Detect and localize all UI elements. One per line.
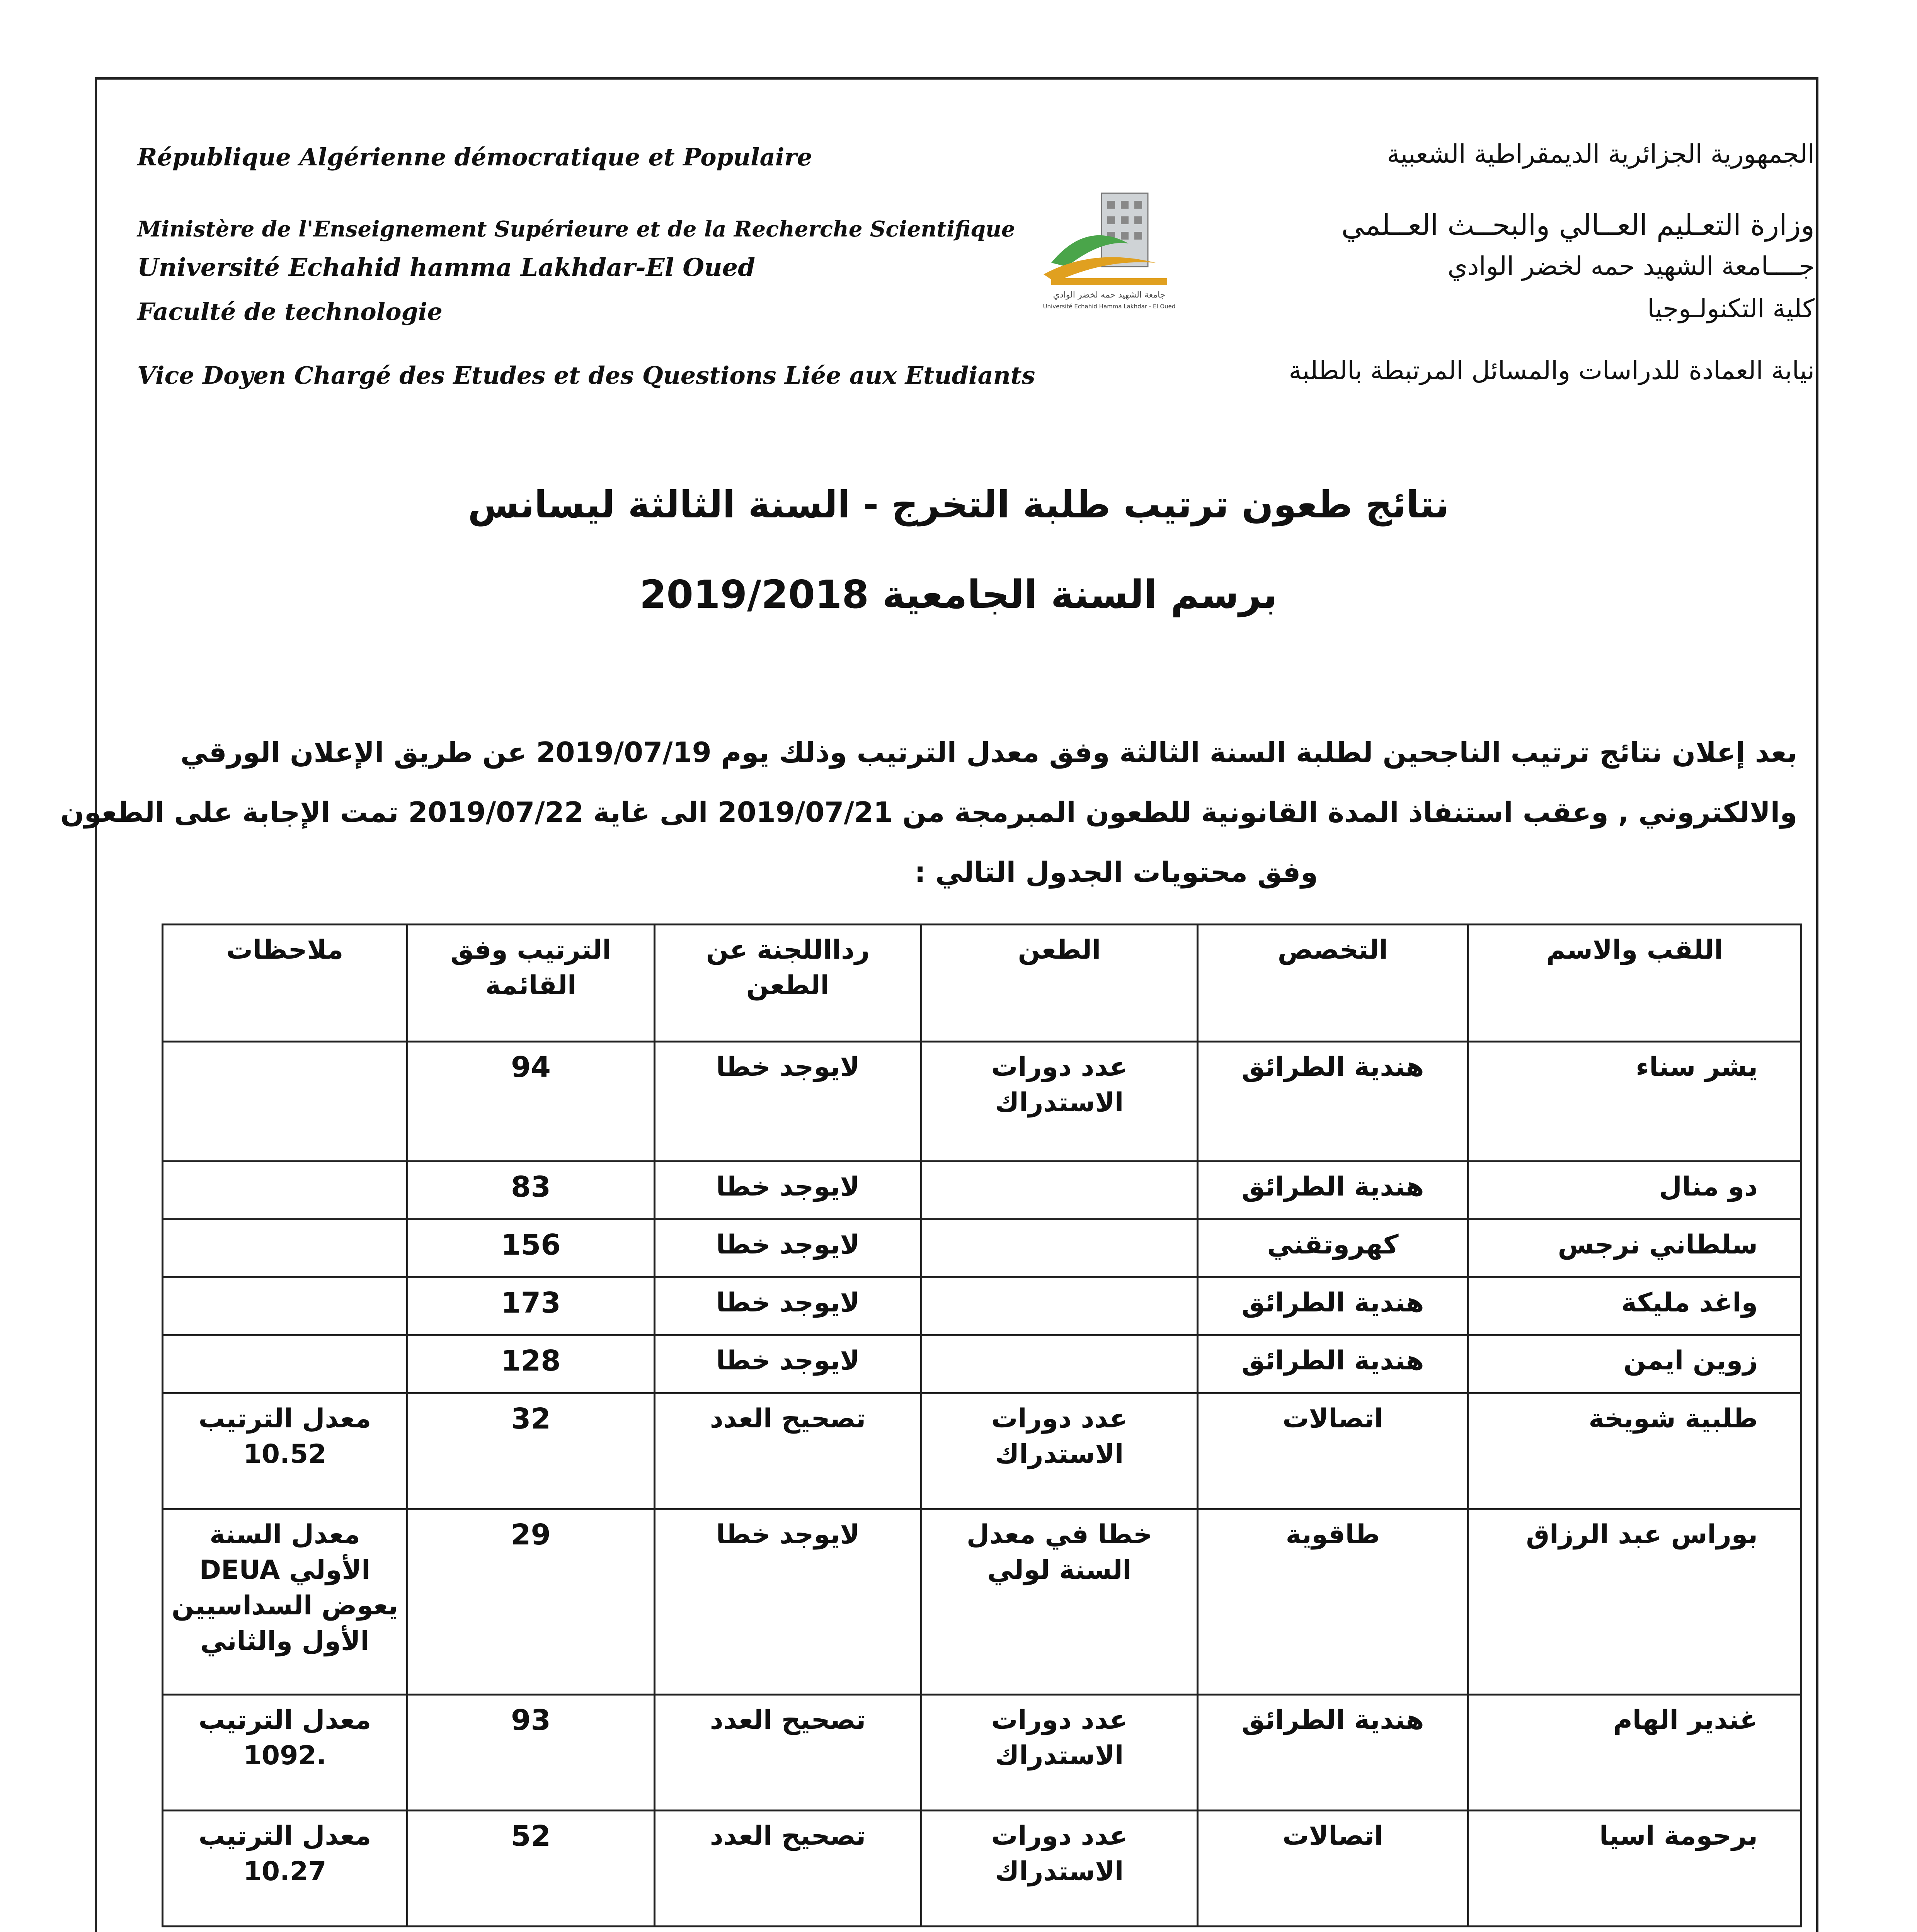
- col-header-appeal: الطعن: [921, 925, 1198, 1042]
- cell-reply: تصحيح العدد: [655, 1811, 921, 1927]
- header-ar-university: جــــامعة الشهيد حمه لخضر الوادي: [1447, 251, 1815, 281]
- cell-appeal: خطا في معدل السنة لولي: [921, 1509, 1198, 1695]
- cell-notes: معدل الترتيب 10.27: [163, 1811, 407, 1927]
- cell-name: يشر سناء: [1468, 1042, 1801, 1162]
- cell-reply: تصحيح العدد: [655, 1393, 921, 1509]
- cell-name: برحومة اسيا: [1468, 1811, 1801, 1927]
- cell-appeal: عدد دورات الاستدراك: [921, 1393, 1198, 1509]
- cell-specialty: هندية الطرائق: [1198, 1335, 1468, 1393]
- cell-appeal: عدد دورات الاستدراك: [921, 1042, 1198, 1162]
- cell-specialty: هندية الطرائق: [1198, 1162, 1468, 1219]
- cell-notes: [163, 1277, 407, 1335]
- cell-notes: معدل الترتيب 10.52: [163, 1393, 407, 1509]
- cell-specialty: هندية الطرائق: [1198, 1277, 1468, 1335]
- cell-rank: 32: [407, 1393, 655, 1509]
- cell-reply: لايوجد خطا: [655, 1162, 921, 1219]
- cell-notes: [163, 1162, 407, 1219]
- col-header-committee-reply: ردااللجنة عن الطعن: [655, 925, 921, 1042]
- table-row: [163, 1162, 1801, 1219]
- cell-rank: 29: [407, 1509, 655, 1695]
- cell-appeal: [921, 1277, 1198, 1335]
- cell-name: سلطاني نرجس: [1468, 1219, 1801, 1277]
- cell-appeal: [921, 1335, 1198, 1393]
- col-header-specialty: التخصص: [1198, 925, 1468, 1042]
- cell-appeal: عدد دورات الاستدراك: [921, 1811, 1198, 1927]
- cell-reply: لايوجد خطا: [655, 1335, 921, 1393]
- cell-notes: معدل الترتيب .1092: [163, 1695, 407, 1811]
- cell-appeal: [921, 1219, 1198, 1277]
- cell-specialty: هندية الطرائق: [1198, 1042, 1468, 1162]
- cell-specialty: طاقوية: [1198, 1509, 1468, 1695]
- table-header-row: [163, 925, 1801, 1042]
- header-ar-ministry: وزارة التعـليم العــالي والبحــث العــلمي: [1341, 209, 1815, 242]
- header-fr-university: Université Echahid hamma Lakhdar-El Oued: [137, 253, 755, 282]
- header-ar-republic: الجمهورية الجزائرية الديمقراطية الشعبية: [1387, 139, 1815, 169]
- cell-rank: 128: [407, 1335, 655, 1393]
- cell-name: غندير الهام: [1468, 1695, 1801, 1811]
- header-fr-vice-dean: Vice Doyen Chargé des Etudes et des Questions Liée aux Etudiants: [137, 361, 1035, 389]
- cell-name: بوراس عبد الرزاق: [1468, 1509, 1801, 1695]
- header-ar-faculty: كلية التكنولـوجيا: [1647, 294, 1815, 323]
- university-logo-icon: [1028, 185, 1190, 313]
- table-row: [163, 1335, 1801, 1393]
- cell-name: دو منال: [1468, 1162, 1801, 1219]
- header-fr-faculty: Faculté de technologie: [137, 298, 443, 326]
- table-row: [163, 1277, 1801, 1335]
- cell-specialty: اتصالات: [1198, 1811, 1468, 1927]
- cell-reply: لايوجد خطا: [655, 1509, 921, 1695]
- cell-notes: [163, 1042, 407, 1162]
- cell-notes: [163, 1219, 407, 1277]
- cell-rank: 83: [407, 1162, 655, 1219]
- cell-reply: لايوجد خطا: [655, 1219, 921, 1277]
- cell-specialty: كهروتقني: [1198, 1219, 1468, 1277]
- table-row: [163, 1811, 1801, 1927]
- cell-reply: لايوجد خطا: [655, 1042, 921, 1162]
- cell-rank: 94: [407, 1042, 655, 1162]
- cell-specialty: هندية الطرائق: [1198, 1695, 1468, 1811]
- cell-notes: [163, 1335, 407, 1393]
- cell-name: زوين ايمن: [1468, 1335, 1801, 1393]
- table-row: [163, 1219, 1801, 1277]
- logo-caption-ar: جامعة الشهيد حمه لخضر الوادي: [1053, 290, 1166, 300]
- cell-rank: 93: [407, 1695, 655, 1811]
- cell-rank: 173: [407, 1277, 655, 1335]
- cell-reply: تصحيح العدد: [655, 1695, 921, 1811]
- cell-name: طلبية شويخة: [1468, 1393, 1801, 1509]
- col-header-notes: ملاحظات: [163, 925, 407, 1042]
- cell-rank: 156: [407, 1219, 655, 1277]
- cell-rank: 52: [407, 1811, 655, 1927]
- header-fr-ministry: Ministère de l'Enseignement Supérieure et de la Recherche Scientifique: [137, 216, 1015, 242]
- intro-line-3: وفق محتويات الجدول التالي :: [914, 856, 1318, 888]
- cell-appeal: عدد دورات الاستدراك: [921, 1695, 1198, 1811]
- col-header-name: اللقب والاسم: [1468, 925, 1801, 1042]
- header-fr-republic: République Algérienne démocratique et Populaire: [137, 143, 812, 171]
- table-row: [163, 1695, 1801, 1811]
- results-table: [162, 923, 1802, 1927]
- page-subtitle: برسم السنة الجامعية 2019/2018: [639, 572, 1278, 617]
- table-row: [163, 1509, 1801, 1695]
- table-row: [163, 1042, 1801, 1162]
- cell-notes: معدل السنة الأولي DEUA يعوض السداسيين الأول والثاني: [163, 1509, 407, 1695]
- cell-specialty: اتصالات: [1198, 1393, 1468, 1509]
- col-header-rank: الترتيب وفق القائمة: [407, 925, 655, 1042]
- header-ar-vice-dean: نيابة العمادة للدراسات والمسائل المرتبطة بالطلبة: [1289, 355, 1815, 385]
- cell-appeal: [921, 1162, 1198, 1219]
- intro-line-2: والالكتروني , وعقب استنفاذ المدة القانونية للطعون المبرمجة من 2019/07/21 الى غاية 2019/07/22 تمت الإجابة على الطعون: [60, 796, 1797, 828]
- cell-name: واغد مليكة: [1468, 1277, 1801, 1335]
- logo-caption-fr: Université Echahid Hamma Lakhdar - El Oued: [1043, 303, 1176, 310]
- cell-reply: لايوجد خطا: [655, 1277, 921, 1335]
- page-title: نتائج طعون ترتيب طلبة التخرج - السنة الثالثة ليسانس: [468, 483, 1449, 526]
- table-row: [163, 1393, 1801, 1509]
- intro-line-1: بعد إعلان نتائج ترتيب الناجحين لطلبة السنة الثالثة وفق معدل الترتيب وذلك يوم 2019/07/19 عن طريق الإعلان الورقي: [180, 736, 1797, 769]
